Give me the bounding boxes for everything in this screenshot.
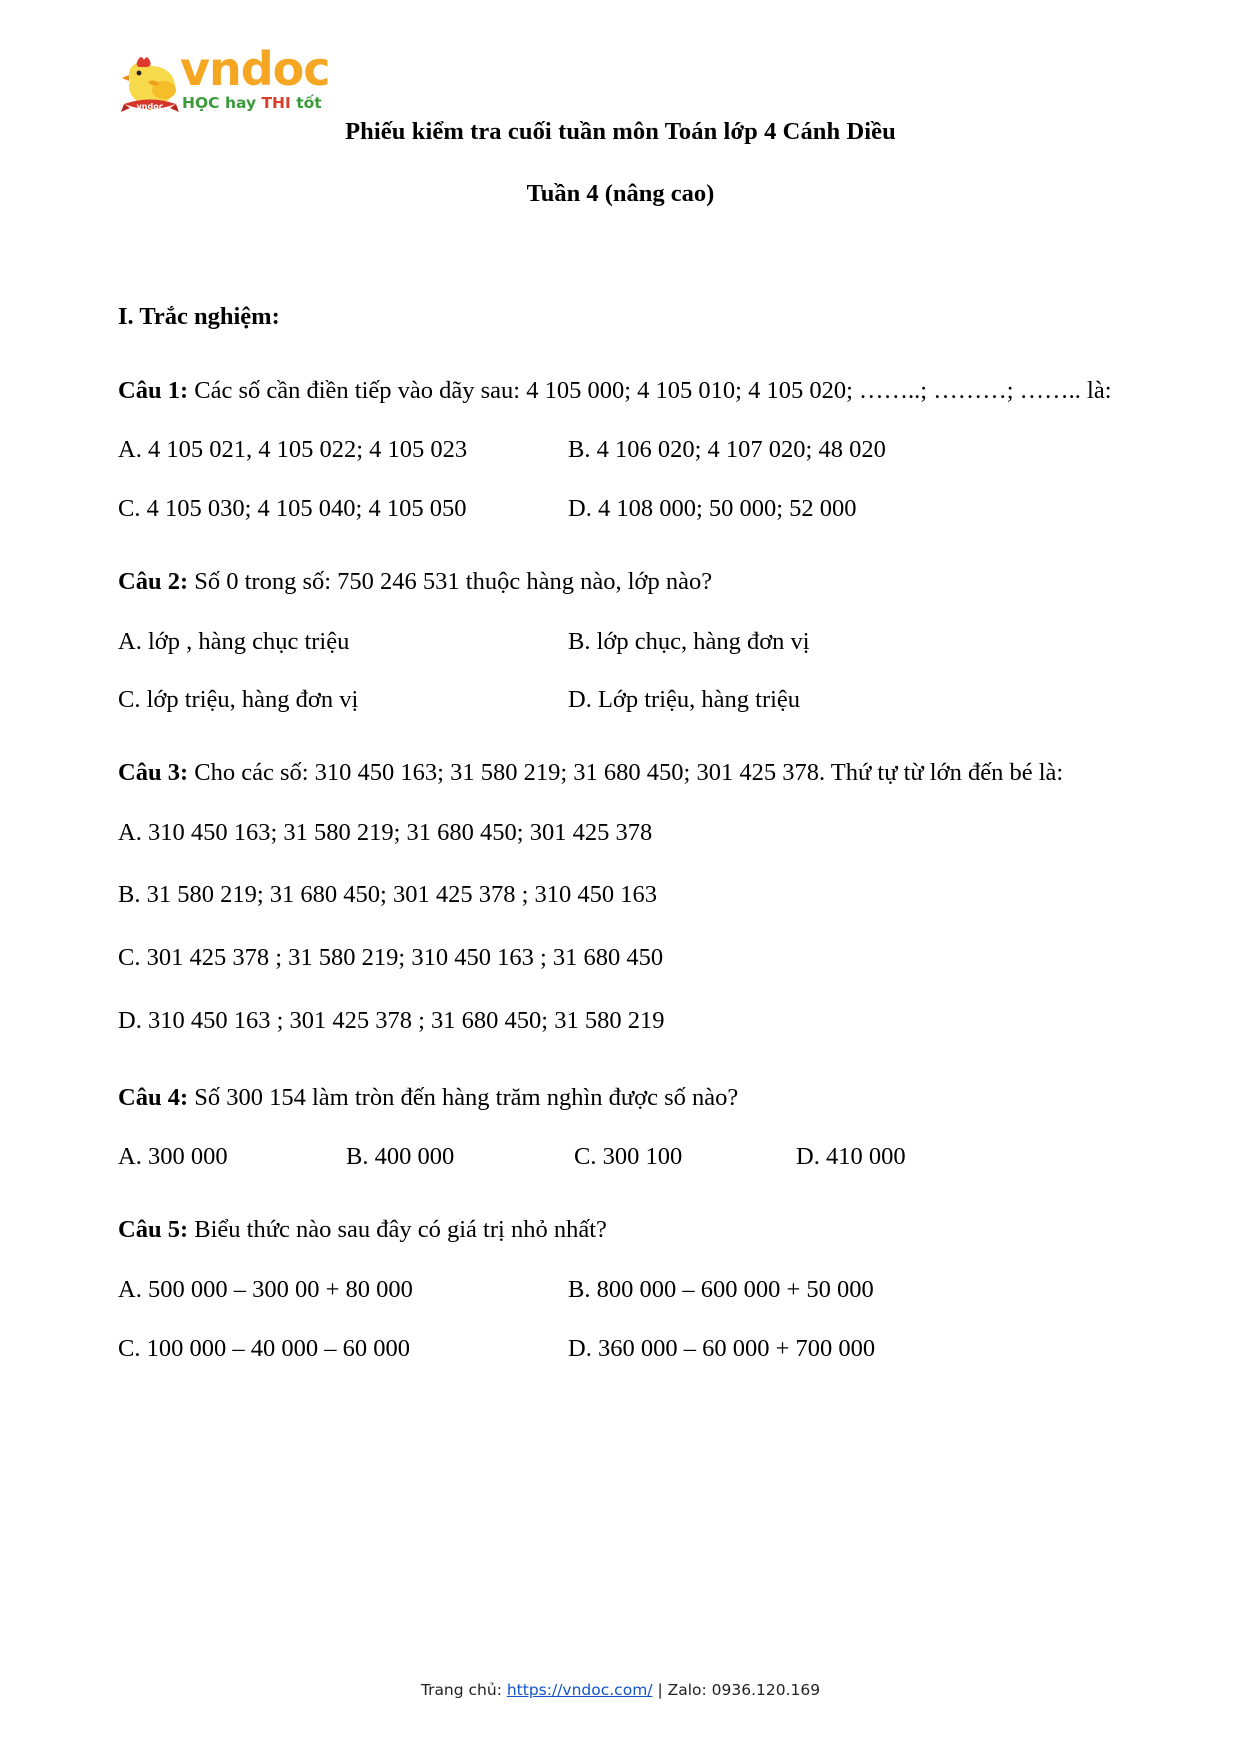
logo-tagline [182, 96, 322, 112]
question-1-option-a[interactable]: A. 4 105 021, 4 105 022; 4 105 023 [118, 436, 468, 464]
question-1-prompt: Các số cần điền tiếp vào dãy sau: 4 105 000; 4 105 010; 4 105 020; ……..; ………; …….. là: [188, 376, 1112, 404]
question-5-options-row-1 [118, 1272, 1123, 1309]
question-5-prompt: Biểu thức nào sau đây có giá trị nhỏ nhất? [188, 1216, 607, 1244]
question-1-option-d[interactable]: D. 4 108 000; 50 000; 52 000 [568, 495, 857, 523]
question-3-prompt: Cho các số: 310 450 163; 31 580 219; 31 680 450; 301 425 378. Thứ tự từ lớn đến bé là: [188, 759, 1064, 786]
footer-prefix: Trang chủ: [420, 1681, 507, 1699]
footer-suffix: | Zalo: 0936.120.169 [652, 1681, 821, 1699]
question-5-label: Câu 5: [118, 1216, 189, 1244]
page-subtitle: Tuần 4 (nâng cao) [526, 180, 715, 207]
question-3-option-a[interactable]: A. 310 450 163; 31 580 219; 31 680 450; 301 425 378 [118, 818, 653, 846]
question-2-text [118, 562, 1123, 602]
logo-tagline-tot: tốt [296, 94, 322, 112]
vndoc-logo[interactable] [118, 42, 418, 118]
question-1-options-row-1 [118, 432, 1123, 469]
logo-tagline-thi: THI [261, 94, 291, 112]
question-1-option-b[interactable]: B. 4 106 020; 4 107 020; 48 020 [568, 436, 886, 464]
question-5-option-a[interactable]: A. 500 000 – 300 00 + 80 000 [118, 1275, 413, 1303]
question-3-option-b[interactable]: B. 31 580 219; 31 680 450; 301 425 378 ; 310 450 163 [118, 881, 658, 909]
question-3-option-c[interactable]: C. 301 425 378 ; 31 580 219; 310 450 163 ; 31 680 450 [118, 944, 664, 972]
question-1 [118, 371, 1123, 528]
logo-wordmark: vndoc [180, 42, 330, 96]
question-3-options [118, 815, 1123, 1040]
question-2-options-row-2 [118, 682, 1123, 719]
spacer [118, 741, 1123, 753]
question-5-option-c[interactable]: C. 100 000 – 40 000 – 60 000 [118, 1334, 410, 1362]
question-5 [118, 1210, 1123, 1367]
question-2-prompt: Số 0 trong số: 750 246 531 thuộc hàng nào, lớp nào? [188, 567, 713, 595]
exam-content [118, 302, 1123, 1389]
page-title: Phiếu kiểm tra cuối tuần môn Toán lớp 4 Cánh Diều [345, 118, 896, 145]
svg-text:vndoc: vndoc [136, 102, 164, 111]
question-5-option-d[interactable]: D. 360 000 – 60 000 + 700 000 [568, 1334, 876, 1362]
spacer [118, 1066, 1123, 1078]
question-4-option-b[interactable]: B. 400 000 [346, 1143, 455, 1171]
question-2-option-c[interactable]: C. lớp triệu, hàng đơn vị [118, 686, 359, 714]
question-5-text [118, 1210, 1123, 1250]
question-4-label: Câu 4: [118, 1083, 189, 1111]
question-1-option-c[interactable]: C. 4 105 030; 4 105 040; 4 105 050 [118, 495, 467, 523]
spacer [118, 550, 1123, 562]
question-5-option-b[interactable]: B. 800 000 – 600 000 + 50 000 [568, 1275, 874, 1303]
question-3-label: Câu 3: [118, 759, 189, 786]
page-footer [0, 1681, 1241, 1699]
question-4-text [118, 1078, 1123, 1118]
question-4-option-d[interactable]: D. 410 000 [796, 1143, 906, 1171]
logo-tagline-hoc: HỌC [182, 94, 220, 112]
question-1-options-row-2 [118, 491, 1123, 528]
question-4 [118, 1078, 1123, 1176]
logo-tagline-hay: hay [224, 94, 257, 112]
question-2-option-a[interactable]: A. lớp , hàng chục triệu [118, 627, 350, 655]
spacer [118, 1198, 1123, 1210]
question-5-options-row-2 [118, 1331, 1123, 1368]
question-4-option-a[interactable]: A. 300 000 [118, 1143, 228, 1171]
question-3 [118, 753, 1123, 1040]
question-1-label: Câu 1: [118, 376, 189, 404]
question-2-label: Câu 2: [118, 567, 189, 595]
question-4-options [118, 1139, 1123, 1176]
question-2 [118, 562, 1123, 719]
question-1-text [118, 371, 1123, 411]
question-4-option-c[interactable]: C. 300 100 [574, 1143, 683, 1171]
question-2-option-d[interactable]: D. Lớp triệu, hàng triệu [568, 686, 801, 714]
question-4-prompt: Số 300 154 làm tròn đến hàng trăm nghìn được số nào? [188, 1083, 739, 1111]
question-2-options-row-1 [118, 624, 1123, 661]
footer-website-link[interactable]: https://vndoc.com/ [506, 1681, 653, 1699]
question-2-option-b[interactable]: B. lớp chục, hàng đơn vị [568, 627, 810, 655]
question-3-option-d[interactable]: D. 310 450 163 ; 301 425 378 ; 31 680 450; 31 580 219 [118, 1006, 665, 1034]
section-heading-multiple-choice: I. Trắc nghiệm: [118, 303, 280, 330]
question-3-text [118, 753, 1123, 793]
chick-mascot-icon [118, 52, 182, 114]
